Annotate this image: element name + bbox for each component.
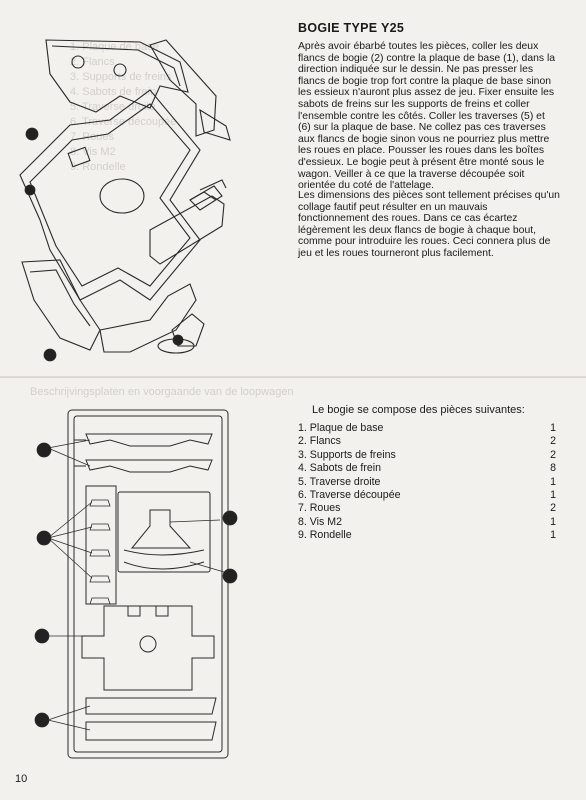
callout-9: 9 (176, 338, 180, 345)
callout-5: 5 (48, 353, 52, 360)
show-through-text: 1. Plaque de base 2. Flancs 3. Supports de freins 4. Sabots de frein 5. Traverse droite 6. Traverse découpée 7. Roues 8. Vis M2 9. Rondelle (70, 41, 177, 173)
page-title: BOGIE TYPE Y25 (298, 21, 405, 35)
instructions-paragraph-2: Les dimensions des pièces sont tellement précises qu'un collage fautif peut résulter en un mauvais fonctionnement des roues. Dans ce cas écartez légèrement les deux flancs de bogie à chaque bout, comme pour introduire les roues. Ceci connera plus de jeu et les roues tourneront plus facilement. (298, 190, 560, 259)
list-item: 9. Rondelle 1 (298, 529, 556, 542)
page-number: 10 (15, 773, 28, 785)
instructions-paragraph-1: Après avoir ébarbé toutes les pièces, coller les deux flancs de bogie (2) contre la plaque de base (1), dans la direction indiquée sur le dessin. Ne pas presser les flancs de bogie trop fort contre la plaque de base sinon les essieux n'auront plus assez de jeu. Fixer ensuite les sabots de freins sur les supports de freins et coller l'ensemble contre les côtés. Coller les traverses (5) et (6) sur la plaque de base. Ne collez pas ces traverses aux flancs de bogie sinon vous ne pourriez plus mettre les roues en place. Pousser les roues dans les boîtes d'essieux. Le bogie peut à présent être monté sous le wagon. Veiller à ce que la traverse découpée soit orientée du coté de l'attelage. (298, 41, 556, 192)
svg-text:2: 2 (39, 718, 43, 725)
list-item: 3. Supports de freins 2 (298, 448, 556, 461)
parts-list (298, 422, 556, 543)
svg-text:6: 6 (227, 516, 231, 523)
callout-1: 1 (30, 132, 34, 139)
svg-text:1: 1 (39, 634, 43, 641)
list-item: 8. Vis M2 1 (298, 515, 556, 528)
show-through-text-lower: Beschrijvingsplaten en voorgaande van de loopwagen (30, 386, 294, 398)
callout-3: 3 (28, 188, 32, 195)
sprue-diagram (20, 400, 280, 770)
page-fold (0, 376, 586, 378)
svg-text:5: 5 (227, 574, 231, 581)
list-item: 1. Plaque de base 1 (298, 422, 556, 434)
exploded-assembly-drawing (0, 0, 290, 375)
svg-text:3: 3 (41, 448, 45, 455)
list-item: 6. Traverse découpée 1 (298, 489, 556, 502)
parts-intro: Le bogie se compose des pièces suivantes: (312, 404, 525, 416)
list-item: 5. Traverse droite 1 (298, 475, 556, 488)
list-item: 4. Sabots de frein 8 (298, 462, 556, 475)
list-item: 2. Flancs 2 (298, 435, 556, 448)
sprue-callouts (35, 440, 237, 730)
list-item: 7. Roues 2 (298, 502, 556, 515)
svg-text:4: 4 (41, 536, 45, 543)
